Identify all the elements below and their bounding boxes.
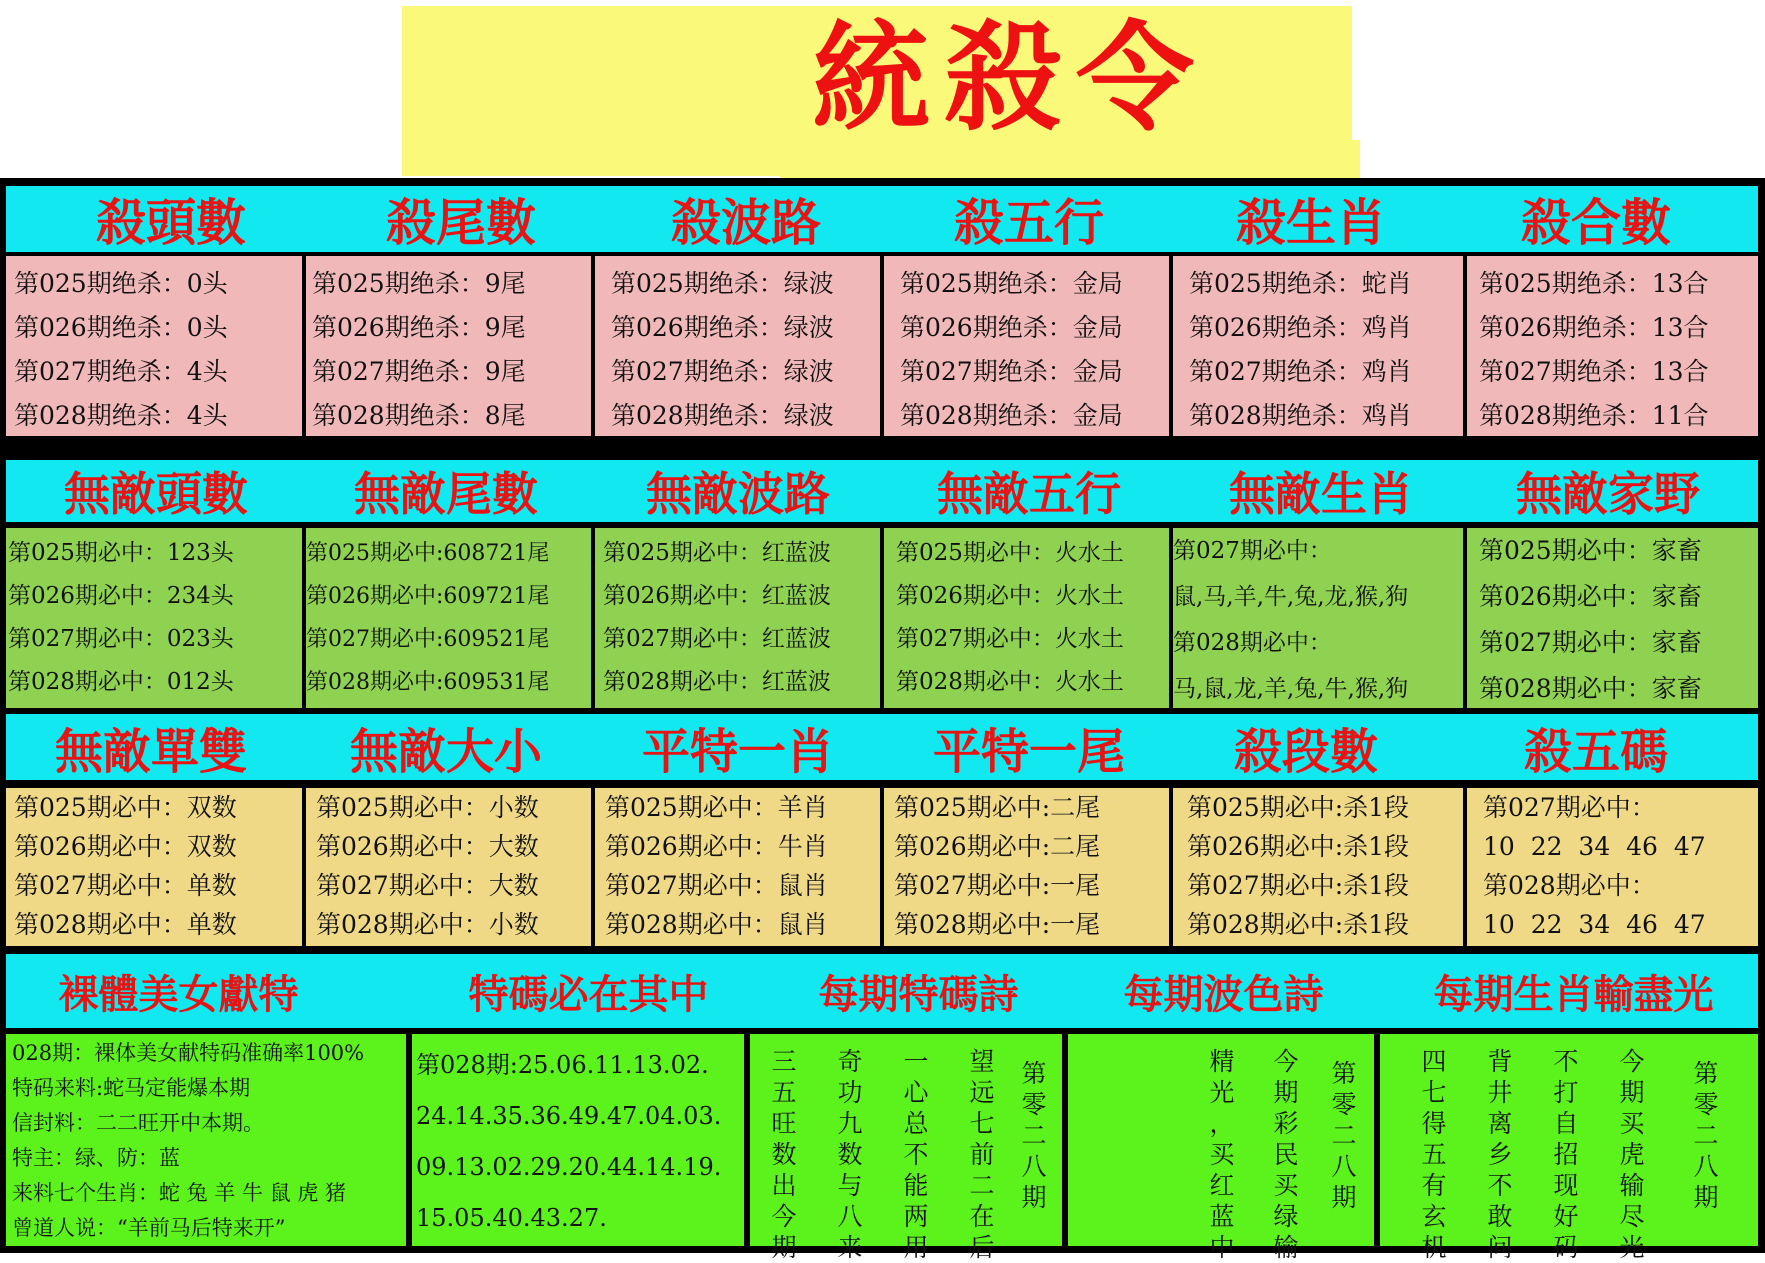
poem-char: 九 — [837, 1109, 863, 1138]
list-item: 第028期绝杀：绿波 — [611, 401, 834, 430]
row2-header-3: 無敵波路 — [646, 467, 830, 521]
list-item: 第025期必中：小数 — [316, 793, 539, 822]
list-item: 第026期必中：红蓝波 — [603, 583, 831, 609]
list-item: 曾道人说：“羊前马后特来开” — [12, 1216, 286, 1240]
poem-char: 两 — [903, 1202, 929, 1231]
list-item: 第027期必中：单数 — [14, 871, 237, 900]
row2-header-2: 無敵尾數 — [354, 467, 538, 521]
list-item: 第026期必中：家畜 — [1479, 582, 1702, 611]
page-title: 統殺令 — [812, 9, 1209, 147]
poem-char: 零 — [1021, 1090, 1047, 1119]
poem-column — [770, 1046, 798, 1263]
poem-char: 背 — [1487, 1047, 1513, 1076]
poem-char: 远 — [969, 1078, 995, 1107]
row1-header-2: 殺尾數 — [386, 194, 536, 252]
row1-header-bar — [6, 186, 1758, 252]
list-item: 第027期必中：023头 — [8, 626, 234, 652]
poem-char: 功 — [837, 1078, 863, 1107]
list-item: 第028期必中：火水土 — [896, 669, 1124, 695]
must-domestic-cell — [1467, 528, 1758, 708]
list-item: 特码来料:蛇马定能爆本期 — [12, 1076, 251, 1100]
poem-char: 七 — [969, 1109, 995, 1138]
poem-char: 五 — [771, 1078, 797, 1107]
must-zodiac-cell — [1173, 528, 1463, 708]
row2-header-6: 無敵家野 — [1516, 467, 1700, 521]
poem-char: ， — [1209, 1109, 1235, 1138]
poem-char: 来 — [837, 1233, 863, 1262]
list-item: 特主：绿、防：蓝 — [12, 1146, 180, 1170]
row3-header-6: 殺五碼 — [1523, 723, 1668, 780]
list-item: 第028期必中：家畜 — [1479, 674, 1702, 703]
row3-header-1: 無敵單雙 — [54, 723, 247, 780]
poem-char: 期 — [1331, 1183, 1357, 1212]
poem-char: 望 — [969, 1047, 995, 1076]
poem-char: 机 — [1421, 1233, 1447, 1262]
list-item: 第026期必中：234头 — [8, 583, 234, 609]
list-item: 信封料：二二旺开中本期。 — [12, 1111, 264, 1135]
must-wave-cell — [595, 528, 880, 708]
must-head-cell — [6, 528, 302, 708]
poem-column — [902, 1046, 930, 1263]
row1-header-4: 殺五行 — [954, 194, 1104, 252]
poem-char: 四 — [1421, 1047, 1447, 1076]
row1-header-6: 殺合數 — [1521, 194, 1671, 252]
list-item: 第026期绝杀：9尾 — [312, 313, 526, 342]
beauty-special-cell — [6, 1034, 406, 1246]
list-item: 第028期必中：鼠肖 — [605, 910, 828, 939]
poem-char: 输 — [1273, 1233, 1299, 1262]
poem-char: 期 — [1619, 1078, 1645, 1107]
list-item: 24.14.35.36.49.47.04.03. — [416, 1102, 722, 1130]
poem-char: 数 — [771, 1140, 797, 1169]
poem-char: 一 — [903, 1047, 929, 1076]
list-item: 第028期必中： — [1173, 630, 1332, 656]
zodiac-poem-cell — [1380, 1034, 1758, 1262]
list-item: 第027期必中：鼠肖 — [605, 871, 828, 900]
poem-char: 今 — [1273, 1047, 1299, 1076]
poem-column — [1618, 1046, 1646, 1263]
poem-char: 用 — [903, 1233, 929, 1262]
list-item: 第027期必中:一尾 — [894, 871, 1101, 900]
row4-header-2: 特碼必在其中 — [468, 971, 709, 1018]
kill-zodiac-cell — [1173, 256, 1463, 436]
poem-char: 二 — [1693, 1121, 1719, 1150]
list-item: 第027期绝杀：绿波 — [611, 357, 834, 386]
list-item: 第028期必中：红蓝波 — [603, 669, 831, 695]
list-item: 第026期绝杀：13合 — [1479, 313, 1709, 342]
poem-column — [1486, 1046, 1514, 1263]
list-item: 第027期绝杀：鸡肖 — [1189, 357, 1412, 386]
list-item: 第026期绝杀：金局 — [900, 313, 1123, 342]
must-big-small-cell — [306, 788, 591, 946]
list-item: 第027期必中:杀1段 — [1187, 871, 1410, 900]
poem-char: 彩 — [1273, 1109, 1299, 1138]
list-item: 第025期绝杀：9尾 — [312, 269, 526, 298]
poem-char: 心 — [903, 1078, 929, 1107]
poem-char: 不 — [903, 1140, 929, 1169]
kill-head-cell — [6, 256, 302, 436]
main-table — [0, 178, 1765, 1262]
list-item: 第027期必中:609521尾 — [306, 627, 550, 652]
kill-element-cell — [884, 256, 1169, 436]
list-item: 第027期必中： — [1483, 793, 1656, 822]
list-item: 第025期必中:608721尾 — [306, 541, 550, 566]
poem-char: 离 — [1487, 1109, 1513, 1138]
poem-char: 七 — [1421, 1078, 1447, 1107]
poem-char: 今 — [771, 1202, 797, 1231]
list-item: 第026期必中:609721尾 — [306, 584, 550, 609]
list-item: 第027期绝杀：9尾 — [312, 357, 526, 386]
list-item: 第027期必中：火水土 — [896, 626, 1124, 652]
row4-header-5: 每期生肖輸盡光 — [1433, 971, 1714, 1018]
row4-header-4: 每期波色詩 — [1123, 971, 1324, 1018]
row4-header-3: 每期特碼詩 — [818, 971, 1019, 1018]
poem-char: 光 — [1209, 1078, 1235, 1107]
poem-char: 自 — [1553, 1109, 1579, 1138]
list-item: 028期：裸体美女献特码准确率100% — [12, 1041, 365, 1065]
poem-char: 零 — [1331, 1090, 1357, 1119]
list-item: 10 22 34 46 47 — [1483, 910, 1706, 939]
poem-char: 尽 — [1619, 1202, 1645, 1231]
list-item: 第025期绝杀：0头 — [14, 269, 228, 298]
poem-column — [1330, 1058, 1358, 1213]
poem-char: 买 — [1209, 1140, 1235, 1169]
poem-char: 民 — [1273, 1140, 1299, 1169]
poem-char: 期 — [771, 1233, 797, 1262]
poem-char: 输 — [1619, 1171, 1645, 1200]
list-item: 第025期必中：火水土 — [896, 540, 1124, 566]
row2-header-5: 無敵生肖 — [1229, 467, 1413, 521]
poem-char: 后 — [969, 1233, 995, 1262]
row1-header-1: 殺頭數 — [96, 194, 246, 252]
row3-header-bar — [6, 714, 1758, 780]
poem-char: 第 — [1021, 1059, 1047, 1088]
poem-char: 买 — [1273, 1171, 1299, 1200]
list-item: 第028期必中：012头 — [8, 669, 234, 695]
row4-header-1: 裸體美女獻特 — [58, 971, 299, 1018]
list-item: 15.05.40.43.27. — [416, 1204, 607, 1232]
poem-char: 蓝 — [1209, 1202, 1235, 1231]
list-item: 第028期绝杀：4头 — [14, 401, 228, 430]
poem-column — [1208, 1046, 1236, 1263]
row1-header-3: 殺波路 — [671, 194, 821, 252]
list-item: 第025期必中:二尾 — [894, 793, 1101, 822]
must-tail-cell — [306, 528, 591, 708]
poem-char: 敢 — [1487, 1202, 1513, 1231]
poem-char: 第 — [1693, 1059, 1719, 1088]
kill-segment-cell — [1173, 788, 1463, 946]
poem-char: 数 — [837, 1140, 863, 1169]
list-item: 来料七个生肖：蛇 兔 羊 牛 鼠 虎 猪 — [12, 1181, 347, 1205]
poem-char: 不 — [1553, 1047, 1579, 1076]
list-item: 鼠,马,羊,牛,兔,龙,猴,狗 — [1173, 584, 1409, 610]
poem-char: 虎 — [1619, 1140, 1645, 1169]
poem-column — [968, 1046, 996, 1263]
poem-char: 在 — [969, 1202, 995, 1231]
flat-tail-cell — [884, 788, 1169, 946]
list-item: 第026期必中:杀1段 — [1187, 832, 1410, 861]
poem-char: 旺 — [771, 1109, 797, 1138]
poem-char: 奇 — [837, 1047, 863, 1076]
row2-header-bar — [6, 460, 1758, 522]
list-item: 第025期绝杀：绿波 — [611, 269, 834, 298]
poem-char: 八 — [1021, 1152, 1047, 1181]
list-item: 第028期必中:609531尾 — [306, 670, 550, 695]
list-item: 第026期绝杀：0头 — [14, 313, 228, 342]
flat-zodiac-cell — [595, 788, 880, 946]
list-item: 10 22 34 46 47 — [1483, 832, 1706, 861]
list-item: 第028期必中:杀1段 — [1187, 910, 1410, 939]
poem-char: 井 — [1487, 1078, 1513, 1107]
poem-char: 招 — [1553, 1140, 1579, 1169]
poem-char: 期 — [1693, 1183, 1719, 1212]
row3-header-3: 平特一肖 — [641, 723, 834, 780]
poem-char: 期 — [1021, 1183, 1047, 1212]
poem-char: 红 — [1209, 1171, 1235, 1200]
list-item: 第026期必中:二尾 — [894, 832, 1101, 861]
list-item: 第027期绝杀：4头 — [14, 357, 228, 386]
list-item: 第025期必中：123头 — [8, 540, 234, 566]
row4-header-bar — [6, 954, 1758, 1028]
poem-char: 八 — [837, 1202, 863, 1231]
list-item: 第028期绝杀：8尾 — [312, 401, 526, 430]
poem-char: 总 — [903, 1109, 929, 1138]
poem-char: 得 — [1421, 1109, 1447, 1138]
poem-char: 二 — [1331, 1121, 1357, 1150]
poem-char: 第 — [1331, 1059, 1357, 1088]
special-poem-cell — [750, 1034, 1062, 1262]
poem-char: 乡 — [1487, 1140, 1513, 1169]
list-item: 第025期必中：家畜 — [1479, 536, 1702, 565]
special-numbers-cell — [412, 1034, 744, 1246]
poem-char: 零 — [1693, 1090, 1719, 1119]
poem-char: 八 — [1331, 1152, 1357, 1181]
poem-char: 八 — [1693, 1152, 1719, 1181]
poem-char: 三 — [771, 1047, 797, 1076]
poem-char: 期 — [1273, 1078, 1299, 1107]
poem-char: 好 — [1553, 1202, 1579, 1231]
list-item: 第026期绝杀：绿波 — [611, 313, 834, 342]
list-item: 第025期必中:杀1段 — [1187, 793, 1410, 822]
kill-tail-cell — [306, 256, 591, 436]
list-item: 第028期必中：单数 — [14, 910, 237, 939]
poem-char: 打 — [1553, 1078, 1579, 1107]
list-item: 第028期必中：小数 — [316, 910, 539, 939]
poem-column — [836, 1046, 864, 1263]
list-item: 第025期绝杀：13合 — [1479, 269, 1709, 298]
kill-five-codes-cell — [1467, 788, 1758, 946]
list-item: 第028期绝杀：金局 — [900, 401, 1123, 430]
poem-column — [1552, 1046, 1580, 1263]
must-odd-even-cell — [6, 788, 302, 946]
list-item: 第025期必中：双数 — [14, 793, 237, 822]
list-item: 第026期必中：火水土 — [896, 583, 1124, 609]
list-item: 第026期必中：双数 — [14, 832, 237, 861]
list-item: 第026期必中：大数 — [316, 832, 539, 861]
poem-char: 中 — [1209, 1233, 1235, 1262]
list-item: 第026期必中：牛肖 — [605, 832, 828, 861]
row1-header-5: 殺生肖 — [1236, 194, 1386, 252]
poem-char: 码 — [1553, 1233, 1579, 1262]
poem-char: 光 — [1619, 1233, 1645, 1262]
poem-char: 二 — [969, 1171, 995, 1200]
list-item: 第028期绝杀：11合 — [1479, 401, 1709, 430]
poem-char: 五 — [1421, 1140, 1447, 1169]
must-element-cell — [884, 528, 1169, 708]
poem-char: 有 — [1421, 1171, 1447, 1200]
list-item: 第025期必中：红蓝波 — [603, 540, 831, 566]
kill-combined-cell — [1467, 256, 1758, 436]
poem-char: 与 — [837, 1171, 863, 1200]
poem-column — [1692, 1058, 1720, 1213]
poem-char: 问 — [1487, 1233, 1513, 1262]
poem-column — [1272, 1046, 1300, 1263]
poem-char: 绿 — [1273, 1202, 1299, 1231]
poem-char: 今 — [1619, 1047, 1645, 1076]
list-item: 第027期必中：红蓝波 — [603, 626, 831, 652]
list-item: 第025期绝杀：金局 — [900, 269, 1123, 298]
row3-header-2: 無敵大小 — [349, 723, 542, 780]
poem-char: 精 — [1209, 1047, 1235, 1076]
poem-char: 现 — [1553, 1171, 1579, 1200]
list-item: 第025期必中：羊肖 — [605, 793, 828, 822]
list-item: 第028期必中:一尾 — [894, 910, 1101, 939]
list-item: 第027期绝杀：金局 — [900, 357, 1123, 386]
list-item: 第027期必中：家畜 — [1479, 628, 1702, 657]
poem-char: 买 — [1619, 1109, 1645, 1138]
list-item: 第027期必中： — [1173, 538, 1332, 564]
poem-column — [1420, 1046, 1448, 1263]
poem-char: 能 — [903, 1171, 929, 1200]
poem-char: 出 — [771, 1171, 797, 1200]
row2-header-1: 無敵頭數 — [64, 467, 248, 521]
row2-header-4: 無敵五行 — [937, 467, 1121, 521]
poem-column — [1020, 1058, 1048, 1213]
list-item: 09.13.02.29.20.44.14.19. — [416, 1153, 722, 1181]
row3-header-5: 殺段數 — [1233, 723, 1378, 780]
poem-char: 前 — [969, 1140, 995, 1169]
kill-wave-cell — [595, 256, 880, 436]
list-item: 第025期绝杀：蛇肖 — [1189, 269, 1412, 298]
list-item: 第028期绝杀：鸡肖 — [1189, 401, 1412, 430]
list-item: 第027期必中：大数 — [316, 871, 539, 900]
poem-char: 玄 — [1421, 1202, 1447, 1231]
list-item: 第026期绝杀：鸡肖 — [1189, 313, 1412, 342]
poem-char: 不 — [1487, 1171, 1513, 1200]
list-item: 马,鼠,龙,羊,兔,牛,猴,狗 — [1173, 676, 1409, 702]
list-item: 第027期绝杀：13合 — [1479, 357, 1709, 386]
list-item: 第028期:25.06.11.13.02. — [416, 1051, 709, 1079]
wave-poem-cell — [1068, 1034, 1374, 1262]
list-item: 第028期必中： — [1483, 871, 1656, 900]
row3-header-4: 平特一尾 — [932, 723, 1125, 780]
poem-char: 二 — [1021, 1121, 1047, 1150]
